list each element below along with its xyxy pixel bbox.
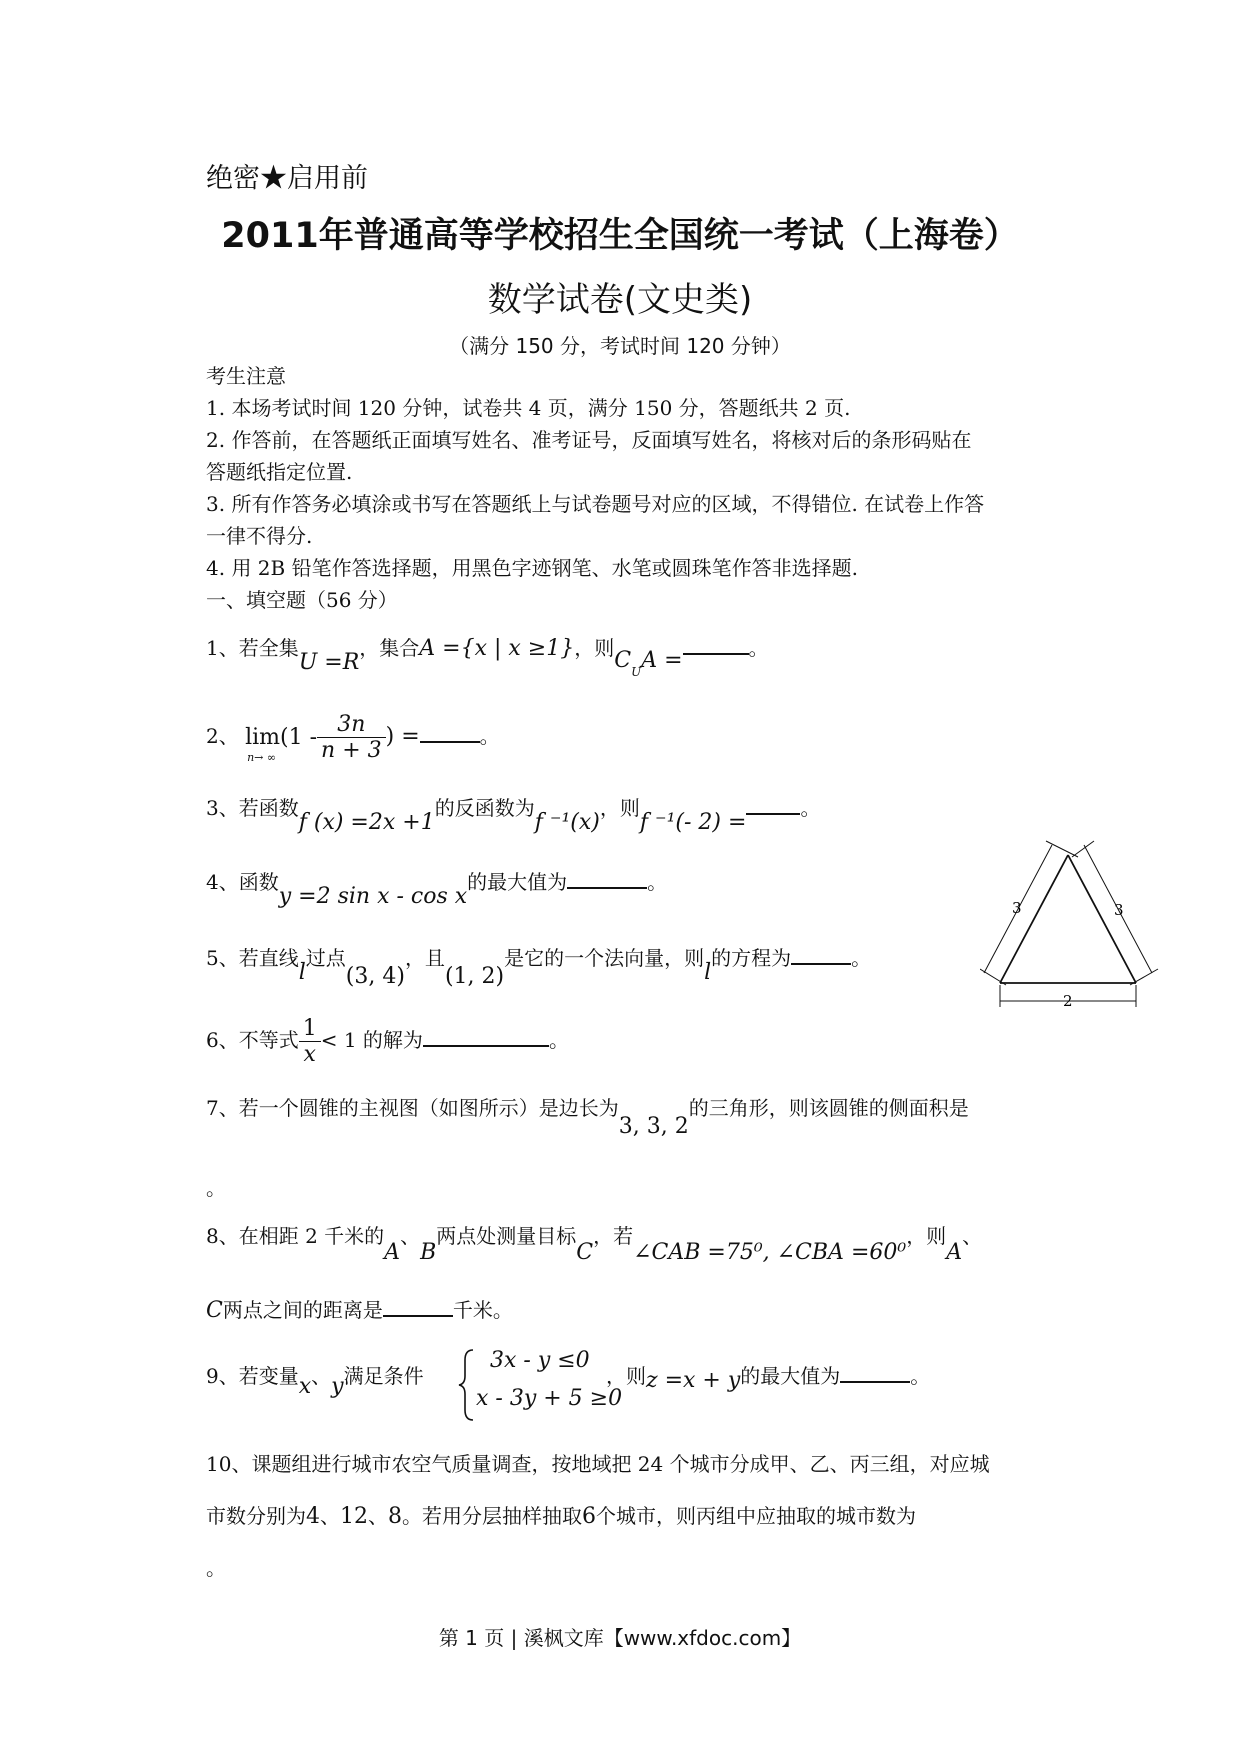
exam-title: 2011年普通高等学校招生全国统一考试（上海卷）: [221, 216, 1019, 256]
question-7: 7、若一个圆锥的主视图（如图所示）是边长为3, 3, 2的三角形，则该圆锥的侧面积是: [206, 1096, 969, 1139]
triangle-side-left: [1000, 855, 1068, 983]
question-8-cont: C两点之间的距离是 千米。: [206, 1298, 513, 1323]
system-line-2: x - 3y + 5 ≥0: [476, 1386, 623, 1411]
note-item: 4. 用 2B 铅笔作答选择题，用黑色字迹钢笔、水笔或圆珠笔作答非选择题.: [206, 556, 858, 580]
exam-info: （满分 150 分，考试时间 120 分钟）: [449, 334, 791, 358]
question-4: 4、函数y =2 sin x - cos x的最大值为 。: [206, 870, 668, 909]
question-10-cont: 市数分别为4、12、8。若用分层抽样抽取6个城市，则丙组中应抽取的城市数为: [206, 1504, 916, 1529]
answer-blank[interactable]: [791, 947, 851, 965]
question-10: 10、课题组进行城市农空气质量调查，按地域把 24 个城市分成甲、乙、丙三组，对应城: [206, 1452, 990, 1476]
label-right-side: 3: [1114, 901, 1124, 919]
brace-icon: [457, 1348, 477, 1422]
fraction: $\frac{3n}{n + 3}$: [317, 712, 386, 763]
question-9: 9、若变量x、y满足条件: [206, 1364, 424, 1399]
question-5: 5、若直线l过点(3, 4)，且(1, 2)是它的一个法向量，则l的方程为 。: [206, 946, 872, 989]
question-6: 6、不等式 $\frac{1}{x}$ < 1 的解为 。: [206, 1016, 569, 1067]
question-8: 8、在相距 2 千米的A、B两点处测量目标C，若∠CAB =75⁰, ∠CBA =60⁰，则A、: [206, 1224, 983, 1265]
answer-blank[interactable]: [683, 637, 749, 655]
triangle-figure: [980, 835, 1180, 1015]
question-3: 3、若函数f (x) =2x +1的反函数为f ⁻¹(x)，则f ⁻¹(- 2) =。: [206, 796, 821, 835]
question-9-tail: ，则z =x + y的最大值为 。: [606, 1364, 931, 1393]
fraction: $\frac{1}{x}$: [299, 1016, 321, 1067]
question-7-end: 。: [206, 1176, 226, 1200]
section-heading: 一、填空题（56 分）: [206, 588, 398, 612]
answer-blank[interactable]: [746, 797, 800, 815]
note-item: 3. 所有作答务必填涂或书写在答题纸上与试卷题号对应的区域，不得错位. 在试卷上作答: [206, 492, 985, 516]
triangle-side-right: [1068, 855, 1136, 983]
note-item: 答题纸指定位置.: [206, 460, 353, 484]
question-2: 2、 lim(1 - n→ ∞ $\frac{3n}{n + 3}$ ) = 。: [206, 712, 500, 764]
secret-label: 绝密★启用前: [206, 163, 368, 194]
answer-blank[interactable]: [567, 871, 647, 889]
system-line-1: 3x - y ≤0: [490, 1348, 590, 1373]
note-item: 2. 作答前，在答题纸正面填写姓名、准考证号，反面填写姓名，将核对后的条形码贴在: [206, 428, 972, 452]
answer-blank[interactable]: [383, 1299, 453, 1317]
note-item: 一律不得分.: [206, 524, 313, 548]
exam-subtitle: 数学试卷(文史类): [487, 280, 753, 320]
answer-blank[interactable]: [420, 725, 480, 743]
question-10-end: 。: [206, 1556, 226, 1580]
notes-heading: 考生注意: [206, 364, 286, 388]
question-1: 1、若全集U =R，集合A ={x | x ≥1}，则$C_UA$ = 。: [206, 636, 769, 679]
label-left-side: 3: [1012, 899, 1022, 917]
answer-blank[interactable]: [840, 1365, 910, 1383]
label-base: 2: [1063, 992, 1073, 1010]
answer-blank[interactable]: [423, 1029, 549, 1047]
page-footer: 第 1 页 | 溪枫文库【www.xfdoc.com】: [438, 1626, 802, 1650]
note-item: 1. 本场考试时间 120 分钟，试卷共 4 页，满分 150 分，答题纸共 2 页.: [206, 396, 851, 420]
